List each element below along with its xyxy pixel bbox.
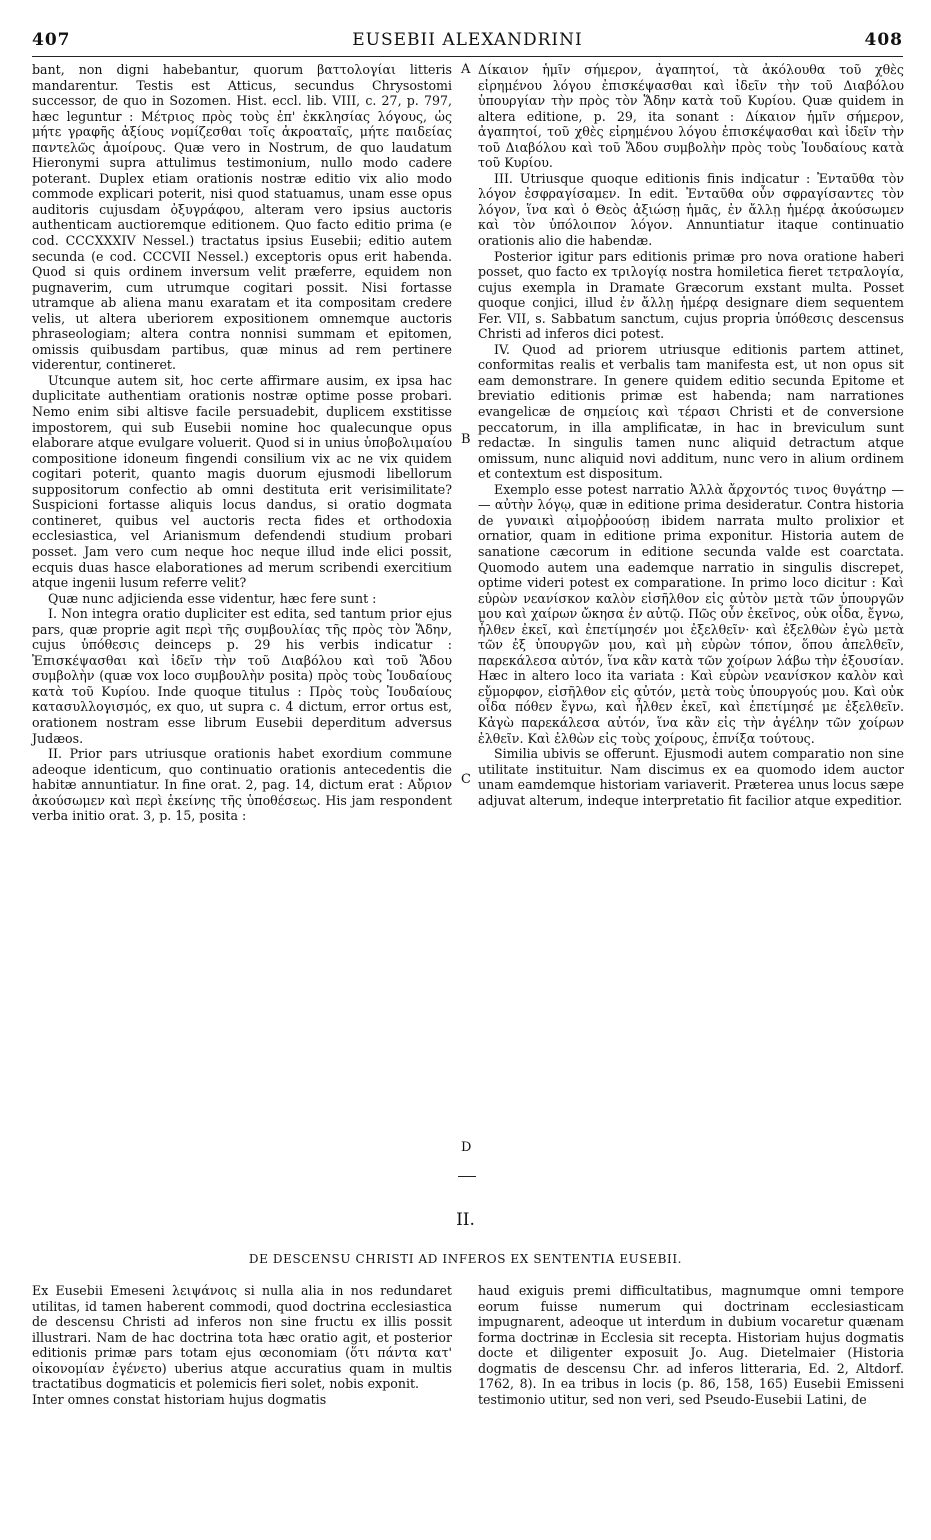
paragraph: Δίκαιον ἡμῖν σήμερον, ἀγαπητοί, τὰ ἀκόλουθα τοῦ χθὲς εἰρημένου λόγου ἐπισκέψασθαι καὶ ἰδεῖν τὴν τοῦ Διαβόλου ὑπουργίαν τὴν πρὸς τὸν Ἅδην κατὰ τοῦ Κυρίου. Quæ quidem in altera editione, p. 29, ita sonant : Δίκαιον ἡμῖν σήμερον, ἀγαπητοί, τοῦ χθὲς εἰρημένου λόγου ἐπισκέψασθαι καὶ ἰδεῖν τὴν τοῦ Διαβόλου καὶ τοῦ Ἅδου συμβολὴν πρὸς τοὺς Ἰουδαίους κατὰ τοῦ Κυρίου. <box>478 62 904 171</box>
left-column <box>32 62 452 1182</box>
paragraph: II. Prior pars utriusque orationis habet exordium commune adeoque identicum, quo continuatio orationis antecedentis die habitæ annuntiatur. In fine orat. 2, pag. 14, dictum erat : Αὔριον ἀκούσωμεν καὶ περὶ ἐκείνης τῆς ὑποθέσεως. His jam respondent verba initio orat. 3, p. 15, posita : <box>32 746 452 824</box>
paragraph: Posterior igitur pars editionis primæ pro nova oratione haberi posset, quo facto ex τριλογίᾳ nostra homiletica fieret τετραλογία, cujus exempla in Dramate Græcorum exstant multa. Posset quoque conjici, illud ἐν ἄλλῃ ἡμέρᾳ designare diem sequentem Fer. VII, s. Sabbatum sanctum, cujus propria ὑπόθεσις descensus Christi ad inferos dici potest. <box>478 248 904 342</box>
paragraph: haud exiguis premi difficultatibus, magnumque omni tempore eorum fuisse numerum qui doctrinam ecclesiasticam impugnarent, adeoque ut interdum in dubium vocaretur quænam forma doctrinæ in Ecclesia sit recepta. Historiam hujus dogmatis docte et diligenter exposuit Jo. Aug. Dietelmaier (Historia dogmatis de descensu Chr. ad inferos litteraria, Ed. 2, Altdorf. 1762, 8). In ea tribus in locis (p. 86, 158, 165) Eusebii Emisseni testimonio utitur, sed non veri, sed Pseudo-Eusebii Latini, de <box>478 1283 904 1407</box>
paragraph: Inter omnes constat historiam hujus dogmatis <box>32 1391 327 1407</box>
paragraph: Ex Eusebii Emeseni λειψάνοις si nulla alia in nos redundaret utilitas, id tamen haberent commodi, quod doctrina ecclesiastica de descensu Christi ad inferos non sine fructu ex illis possit illustrari. Nam de hac doctrina tota hæc oratio agit, et posterior editionis primæ pars totam ejus œconomiam (ὅτι πάντα κατ' οἰκονομίαν ἐγένετο) uberius atque accuratius quam in multis tractatibus dogmaticis et polemicis fieri solet, nobis exponit. <box>32 1283 452 1392</box>
section-right-column <box>478 1283 904 1407</box>
paragraph: Utcunque autem sit, hoc certe affirmare ausim, ex ipsa hac duplicitate authentiam orationis nostræ optime posse probari. Nemo enim sibi altisve facile persuadebit, duplicem exstitisse impostorem, qui sub Eusebii nomine hoc qualecunque opus elaborare atque evulgare voluerit. Quod si in unius ὑποβολιμαίου compositione idoneum fingendi consilium vix ac ne vix quidem cogitari poterit, quanto magis duorum ejusmodi libellorum suppositorum confectio ab omni destituta erit verisimilitate? Suspicioni fortasse aliquis locus dandus, si oratio dogmata contineret, quibus vel auctoris recta fides et orthodoxia ecclesiastica, vel Arianismum defendendi studium probari posset. Jam vero cum neque hoc neque illud inde elici possit, ecquis duas hasce elaborationes ad merum scribendi exercitium atque ingenii lusum referre velit? <box>32 372 452 591</box>
page-number-right: 408 <box>864 30 903 50</box>
paragraph: Similia ubivis se offerunt. Ejusmodi autem comparatio non sine utilitate instituitur. Nam discimus ex ea quomodo idem auctor unam eamdemque historiam variaverit. Præterea unus locus sæpe adjuvat alterum, indeque interpretatio fit facilior atque expeditior. <box>478 746 904 808</box>
margin-marker-d: D <box>461 1140 472 1155</box>
margin-marker-b: B <box>461 432 471 447</box>
page-number-left: 407 <box>32 30 71 50</box>
paragraph: I. Non integra oratio dupliciter est edita, sed tantum prior ejus pars, quæ proprie agit περὶ τῆς συμβουλίας τῆς πρὸς τὸν Ἅδην, cujus ὑπόθεσις deinceps p. 29 his verbis indicatur : Ἐπισκέψασθαι καὶ ἰδεῖν τὴν τοῦ Διαβόλου καὶ τοῦ Ἅδου συμβολὴν (quæ vox loco συμβουλὴν posita) πρὸς τοὺς Ἰουδαίους κατὰ τοῦ Κυρίου. Inde quoque titulus : Πρὸς τοὺς Ἰουδαίους κατασυλλογισμός, ex quo, ut supra c. 4 dictum, error ortus est, orationem nostram esse librum Eusebii deperditum adversus Judæos. <box>32 606 452 746</box>
paragraph: bant, non digni habebantur, quorum βαττολογίαι litteris mandarentur. Testis est Atticus, secundus Chrysostomi successor, de quo in Sozomen. Hist. eccl. lib. VIII, c. 27, p. 797, hæc leguntur : Μέτριος πρὸς τοὺς ἐπ' ἐκκλησίας λόγους, ὡς μήτε γραφῆς ἀξίους νομίζεσθαι τοῖς ἀκροαταῖς, μήτε παιδείας παντελῶς ἀμοίρους. Quæ vero in Nostrum, de quo laudatum Hieronymi supra attulimus testimonium, nullo modo cadere poterant. Duplex etiam orationis nostræ editio vix alio modo commode explicari poterit, nisi quod statuamus, unam esse opus auditoris cujusdam ὀξυγράφου, alteram vero ipsius auctoris authenticam auctioremque editionem. Quo facto editio prima (e cod. CCCXXXIV Nessel.) tractatus ipsius Eusebii; editio autem secunda (e cod. CCCVII Nessel.) exceptoris opus erit habenda. Quod si quis ordinem inversum velit præferre, equidem non pugnaverim, cum utrumque cogitari possit. Nisi fortasse utramque ab aliena manu exaratam et ita compositam credere velis, ut altera uberiorem expositionem omnemque auctoris phraseologiam; altera contra nonnisi summam et epitomen, omissis quibusdam partibus, quæ minus ad rem pertinere viderentur, contineret. <box>32 62 452 373</box>
paragraph: Exemplo esse potest narratio Ἀλλὰ ἄρχοντός τινος θυγάτηρ — — αὐτὴν λόγῳ, quæ in editione prima desideratur. Contra historia de γυναικὶ αἱμοῤῥοούσῃ ibidem narrata multo prolixior et ornatior, quam in editione prima exponitur. Historia autem de sanatione cæcorum in editione secunda valde est coarctata. Quomodo autem una eademque narratio in singulis discrepet, optime videri potest ex comparatione. In primo loco dicitur : Καὶ εὑρὼν νεανίσκον καλὸν εἰσῆλθον εἰς αὐτὸν μετὰ τῶν ὑπουργῶν μου καὶ χαίρων ὤκησα ἐν αὐτῷ. Πῶς οὖν ἐκεῖνος, οὐκ οἶδα, ἔγνω, ἦλθεν ἐκεῖ, καὶ ἐπετίμησέν μοι ἐξελθεῖν· καὶ ἐξελθὼν ἐγὼ μετὰ τῶν ἐξ ὑπουργῶν μου, καὶ μὴ εὑρὼν τόπον, ὅπου ἀπελθεῖν, παρεκάλεσα αὐτόν, ἵνα κἂν κατὰ τῶν χοίρων λάβω τὴν ἐξουσίαν. Hæc in altero loco ita variata : Καὶ εὑρὼν νεανίσκον καλὸν καὶ εὔμορφον, εἰσῆλθον εἰς αὐτόν, μετὰ τοὺς ὑπουργούς μου. Καὶ οὐκ οἶδα πόθεν ἔγνω, καὶ ἦλθεν ἐκεῖ, καὶ ἐπετίμησέ με ἐξελθεῖν. Κἀγὼ παρεκάλεσα αὐτόν, ἵνα κἂν εἰς τὴν ἀγέλην τῶν χοίρων ἐλθεῖν. Καὶ ἐλθὼν εἰς τοὺς χοίρους, ἐπνίξα τούτους. <box>478 481 904 746</box>
page-header <box>32 30 903 57</box>
section-title: DE DESCENSU CHRISTI AD INFEROS EX SENTENTIA EUSEBII. <box>248 1252 683 1266</box>
margin-marker-c: C <box>461 772 471 787</box>
section-number: II. <box>456 1210 475 1230</box>
paragraph: IV. Quod ad priorem utriusque editionis partem attinet, conformitas realis et verbalis tam manifesta est, ut non opus sit eam demonstrare. In genere quidem editio secunda Epitome et breviatio editionis primæ est habenda; nam narrationes evangelicæ de σημείοις καὶ τέρασι Christi et de conversione peccatorum, in illa amplificatæ, in hac in breviculum sunt redactæ. In singulis tamen nunc aliquid detractum atque omissum, nunc aliquid novi additum, nunc vero in alium ordinem et contextum est dispositum. <box>478 341 904 482</box>
section-divider <box>458 1176 476 1177</box>
running-title: EUSEBII ALEXANDRINI <box>352 30 583 50</box>
section-left-column <box>32 1283 452 1407</box>
paragraph: III. Utriusque quoque editionis finis indicatur : Ἐνταῦθα τὸν λόγον ἐσφραγίσαμεν. In edit. Ἐνταῦθα οὖν σφραγίσαντες τὸν λόγον, ἵνα καὶ ὁ Θεὸς ἀξιώσῃ ἡμᾶς, ἐν ἄλλῃ ἡμέρᾳ ἀκούσωμεν καὶ τὸν ὑπόλοιπον λόγον. Annuntiatur itaque continuatio orationis alio die habendæ. <box>478 170 904 249</box>
right-column <box>478 62 904 1182</box>
margin-marker-a: A <box>461 62 471 77</box>
paragraph: Quæ nunc adjicienda esse videntur, hæc fere sunt : <box>48 590 377 606</box>
